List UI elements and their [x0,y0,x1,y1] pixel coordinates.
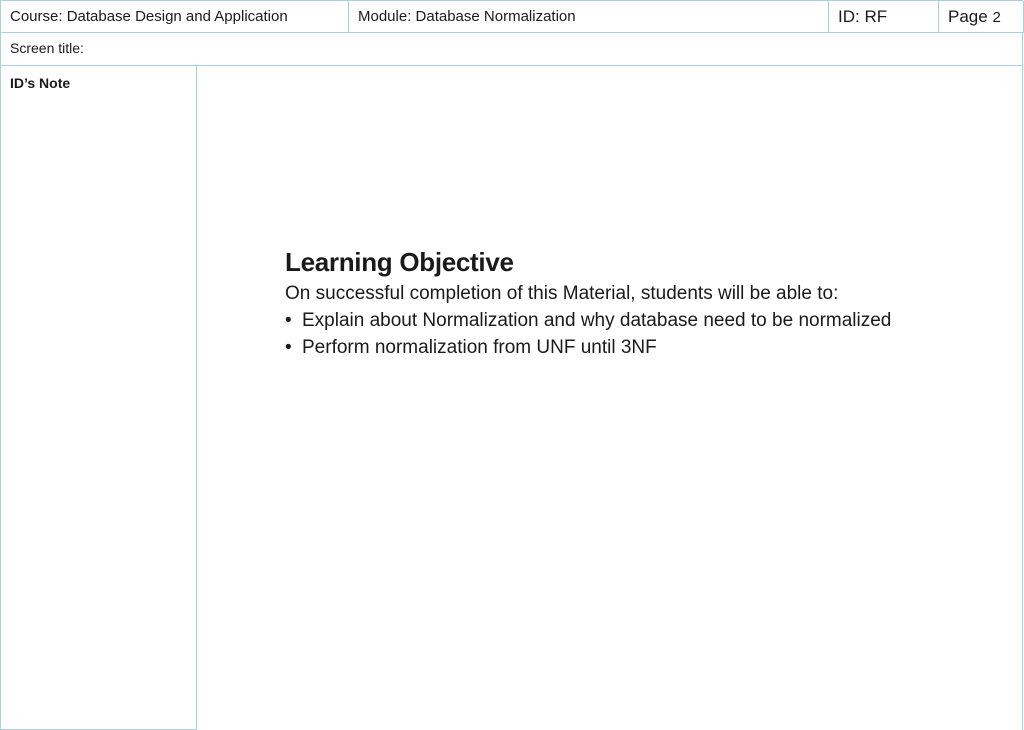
content-area [197,66,1023,730]
objective-text: Perform normalization from UNF until 3NF [302,337,657,358]
learning-objective-block [285,244,925,361]
learning-objective-intro: On successful completion of this Material, students will be able to: [285,283,839,304]
objective-text: Explain about Normalization and why database need to be normalized [302,310,892,331]
screen-title-row [0,32,1023,66]
course-label: Course: Database Design and Application [10,8,288,25]
id-note-label: ID’s Note [10,75,71,91]
module-cell [349,1,829,33]
screen-title-label: Screen title: [10,40,84,56]
page-cell [939,1,1024,33]
objective-item [285,307,925,334]
page-number: 2 [992,9,1001,26]
module-label: Module: Database Normalization [358,8,576,25]
id-note-column [0,66,197,730]
bullet-icon: • [285,337,292,358]
course-cell [1,1,349,33]
bullet-icon: • [285,310,292,331]
id-label: ID: RF [838,7,888,26]
objective-list [285,307,925,361]
objective-item [285,334,925,361]
page-label: Page [948,7,993,26]
id-cell [829,1,939,33]
learning-objective-title: Learning Objective [285,247,514,277]
header-row [0,0,1023,32]
